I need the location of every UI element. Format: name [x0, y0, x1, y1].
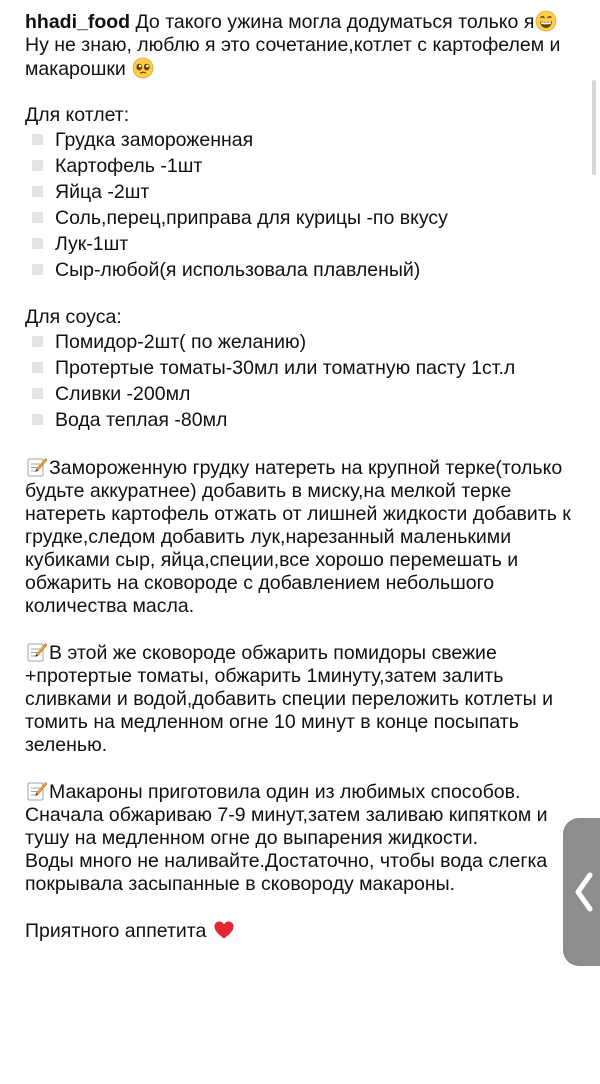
- cutlets-ingredient: Яйца -2шт: [25, 179, 585, 205]
- cutlets-ingredient: Картофель -1шт: [25, 153, 585, 179]
- cutlets-ingredient: Лук-1шт: [25, 231, 585, 257]
- back-button[interactable]: [563, 818, 600, 966]
- bullet-square-icon: [32, 362, 43, 373]
- post-caption: [25, 10, 585, 943]
- sauce-ingredient: Сливки -200мл: [25, 381, 585, 407]
- memo-icon: [26, 780, 48, 802]
- username-link[interactable]: hhadi_food: [25, 11, 131, 33]
- cutlets-heading: Для котлет:: [25, 104, 130, 126]
- intro-text-2: Ну не знаю, люблю я это сочетание,котлет с картофелем и макарошки: [25, 34, 561, 80]
- step-2: В этой же сковороде обжарить помидоры свежие +протертые томаты, обжарить 1минуту,затем залить сливками и водой,добавить специи переложить котлеты и томить на медленном огне 10 минут в конце посыпать зеленью.: [25, 642, 553, 756]
- caption-intro: [25, 10, 585, 34]
- bullet-square-icon: [32, 186, 43, 197]
- cutlets-ingredient: Грудка замороженная: [25, 127, 585, 153]
- scrollbar[interactable]: [592, 80, 596, 175]
- bullet-square-icon: [32, 414, 43, 425]
- bullet-square-icon: [32, 238, 43, 249]
- bullet-square-icon: [32, 336, 43, 347]
- pleading-face-icon: [132, 57, 154, 79]
- step-3: Макароны приготовила один из любимых способов. Сначала обжариваю 7-9 минут,затем заливаю кипятком и тушу на медленном огне до выпарения жидкости.: [25, 781, 548, 849]
- red-heart-icon: [213, 919, 235, 941]
- bullet-square-icon: [32, 134, 43, 145]
- step-3-note: Воды много не наливайте.Достаточно, чтобы вода слегка покрывала засыпанные в сковороду макароны.: [25, 850, 548, 895]
- cutlets-ingredient: Соль,перец,приправа для курицы -по вкусу: [25, 205, 585, 231]
- sauce-ingredient: Помидор-2шт( по желанию): [25, 329, 585, 355]
- bullet-square-icon: [32, 160, 43, 171]
- sauce-heading: Для соуса:: [25, 306, 122, 328]
- sauce-ingredient: Протертые томаты-30мл или томатную пасту 1ст.л: [25, 355, 585, 381]
- bullet-square-icon: [32, 212, 43, 223]
- memo-icon: [26, 456, 48, 478]
- bullet-square-icon: [32, 388, 43, 399]
- cutlets-ingredient: Сыр-любой(я использовала плавленый): [25, 257, 585, 283]
- step-1: Замороженную грудку натереть на крупной терке(только будьте аккуратнее) добавить в миску,на мелкой терке натереть картофель отжать от лишней жидкости добавить к грудке,следом добавить лук,нарезанный маленькими кубиками сыр, яйца,специи,все хорошо перемешать и обжарить на сковороде с добавлением небольшого количества масла.: [25, 457, 571, 617]
- intro-text: До такого ужина могла додуматься только я: [135, 11, 535, 33]
- caption-intro-2: [25, 34, 585, 81]
- bullet-square-icon: [32, 264, 43, 275]
- sauce-ingredient: Вода теплая -80мл: [25, 407, 585, 433]
- grinning-face-icon: [535, 10, 557, 32]
- closing-line: Приятного аппетита: [25, 919, 585, 943]
- chevron-left-icon: [572, 870, 596, 914]
- memo-icon: [26, 641, 48, 663]
